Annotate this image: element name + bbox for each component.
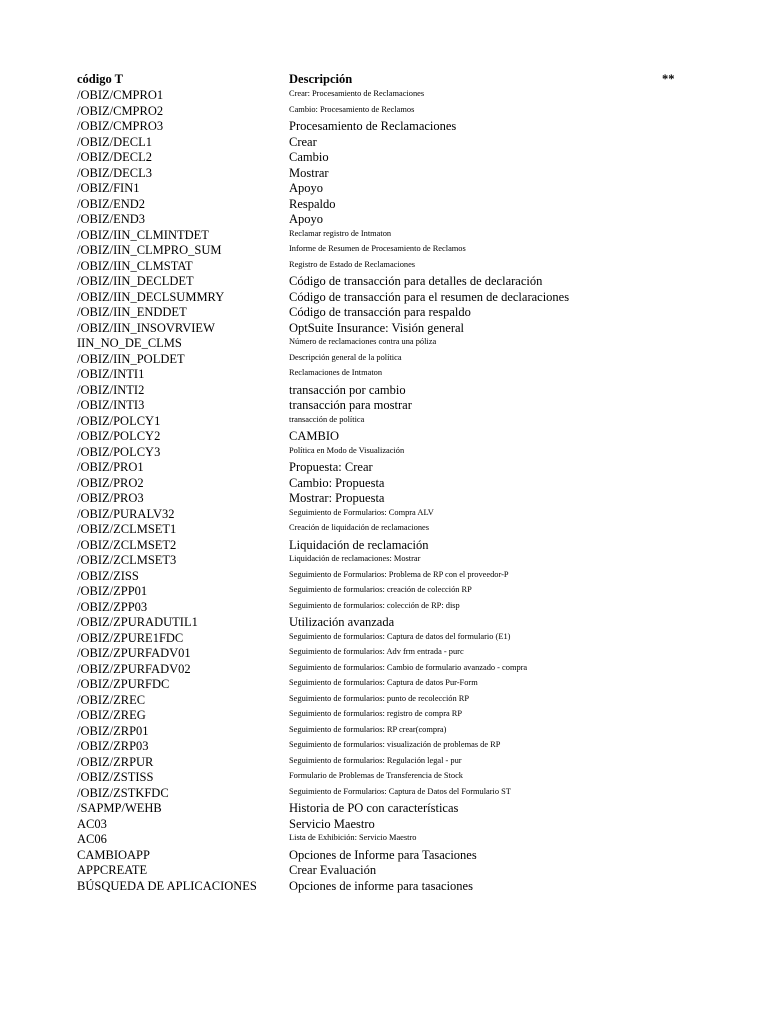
transaction-description: Seguimiento de formularios: RP crear(compra) xyxy=(289,724,447,734)
transaction-code: /OBIZ/ZREG xyxy=(77,708,146,722)
transaction-description: Creación de liquidación de reclamaciones xyxy=(289,523,429,532)
transaction-description: Utilización avanzada xyxy=(289,615,395,629)
table-header xyxy=(77,72,697,88)
table-row xyxy=(77,677,697,693)
table-row xyxy=(77,879,697,895)
transaction-description: Liquidación de reclamaciones: Mostrar xyxy=(289,554,421,563)
table-row xyxy=(77,228,697,244)
transaction-code: /OBIZ/ZSTKFDC xyxy=(77,785,169,800)
transaction-code: CAMBIOAPP xyxy=(77,847,150,862)
transaction-code: /OBIZ/ZPURE1FDC xyxy=(77,630,184,645)
transaction-description: transacción de política xyxy=(289,414,365,424)
table-row xyxy=(77,352,697,368)
transaction-description: Opciones de Informe para Tasaciones xyxy=(289,847,477,862)
transaction-code: /OBIZ/DECL1 xyxy=(77,134,152,149)
table-row xyxy=(77,646,697,662)
transaction-code: /OBIZ/ZRPUR xyxy=(77,754,154,769)
table-row xyxy=(77,507,697,523)
table-row xyxy=(77,181,697,197)
table-row xyxy=(77,88,697,104)
table-row xyxy=(77,135,697,151)
table-row xyxy=(77,476,697,492)
transaction-description: Cambio: Propuesta xyxy=(289,475,385,490)
transaction-code: /OBIZ/ZCLMSET3 xyxy=(77,553,177,567)
table-row xyxy=(77,429,697,445)
transaction-code: /OBIZ/IIN_ENDDET xyxy=(77,305,187,319)
transaction-description: Seguimiento de Formularios: Compra ALV xyxy=(289,507,434,517)
transaction-description: Lista de Exhibición: Servicio Maestro xyxy=(289,833,417,842)
transaction-description: Seguimiento de formularios: Captura de datos Pur-Form xyxy=(289,678,478,687)
transaction-code: /OBIZ/ZPP01 xyxy=(77,584,148,598)
transaction-description: Respaldo xyxy=(289,196,336,211)
table-row xyxy=(77,367,697,383)
transaction-description: Apoyo xyxy=(289,181,324,195)
transaction-description: Cambio: Procesamiento de Reclamos xyxy=(289,104,415,114)
transaction-description: Servicio Maestro xyxy=(289,816,375,831)
table-row xyxy=(77,662,697,678)
transaction-description: Crear Evaluación xyxy=(289,863,377,877)
table-row xyxy=(77,553,697,569)
table-row xyxy=(77,600,697,616)
transaction-description: Número de reclamaciones contra una póliza xyxy=(289,337,437,346)
transaction-description: Seguimiento de formularios: registro de compra RP xyxy=(289,709,463,718)
transaction-description: Seguimiento de formularios: Captura de datos del formulario (E1) xyxy=(289,631,511,641)
table-row xyxy=(77,817,697,833)
table-row xyxy=(77,631,697,647)
transaction-code: /OBIZ/CMPRO2 xyxy=(77,103,164,118)
transaction-description: Seguimiento de formularios: colección de RP: disp xyxy=(289,600,460,610)
table-row xyxy=(77,770,697,786)
transaction-code: /OBIZ/ZSTISS xyxy=(77,770,154,784)
transaction-description: Propuesta: Crear xyxy=(289,460,373,474)
transaction-description: Reclamaciones de Intmaton xyxy=(289,368,383,377)
table-row xyxy=(77,584,697,600)
transaction-code: /OBIZ/ZCLMSET1 xyxy=(77,522,177,536)
transaction-code: /OBIZ/END3 xyxy=(77,212,146,226)
transaction-code: /OBIZ/ZPURFADV02 xyxy=(77,661,191,676)
transaction-code: /OBIZ/IIN_DECLDET xyxy=(77,274,194,288)
transaction-description: Crear xyxy=(289,134,317,149)
table-row xyxy=(77,119,697,135)
table-row xyxy=(77,321,697,337)
table-row xyxy=(77,538,697,554)
transaction-description: Descripción general de la política xyxy=(289,352,402,362)
transaction-code: /OBIZ/ZPURFDC xyxy=(77,677,170,691)
transaction-code: /OBIZ/POLCY3 xyxy=(77,444,161,459)
table-row xyxy=(77,863,697,879)
transaction-description: Informe de Resumen de Procesamiento de Reclamos xyxy=(289,244,466,253)
table-row xyxy=(77,243,697,259)
transaction-code: /OBIZ/ZCLMSET2 xyxy=(77,537,177,552)
transaction-code: IIN_NO_DE_CLMS xyxy=(77,336,182,350)
table-row xyxy=(77,801,697,817)
table-row xyxy=(77,693,697,709)
transaction-description: Seguimiento de formularios: creación de colección RP xyxy=(289,585,472,594)
transaction-code: BÚSQUEDA DE APLICACIONES xyxy=(77,878,257,893)
table-row xyxy=(77,786,697,802)
transaction-description: Código de transacción para el resumen de declaraciones xyxy=(289,289,570,304)
transaction-code: /OBIZ/CMPRO1 xyxy=(77,88,164,102)
table-row xyxy=(77,274,697,290)
transaction-code: /OBIZ/ZPP03 xyxy=(77,599,148,614)
transaction-description: Seguimiento de formularios: punto de recolección RP xyxy=(289,693,470,703)
table-row xyxy=(77,724,697,740)
table-row xyxy=(77,739,697,755)
table-row xyxy=(77,755,697,771)
transaction-code: /OBIZ/IIN_INSOVRVIEW xyxy=(77,320,215,335)
transaction-description: Seguimiento de formularios: visualización de problemas de RP xyxy=(289,740,501,749)
transaction-code: /OBIZ/IIN_CLMPRO_SUM xyxy=(77,243,222,257)
header-code: código T xyxy=(77,72,123,86)
table-row xyxy=(77,491,697,507)
table-row xyxy=(77,522,697,538)
transaction-code: /OBIZ/ZRP01 xyxy=(77,723,149,738)
transaction-code: /OBIZ/DECL3 xyxy=(77,165,152,180)
table-row xyxy=(77,848,697,864)
transaction-code: /OBIZ/ZREC xyxy=(77,692,146,707)
table-row xyxy=(77,832,697,848)
transaction-description: Apoyo xyxy=(289,212,324,226)
table-row xyxy=(77,398,697,414)
table-row xyxy=(77,212,697,228)
transaction-description: Política en Modo de Visualización xyxy=(289,445,405,455)
transaction-description: OptSuite Insurance: Visión general xyxy=(289,320,465,335)
transaction-code: APPCREATE xyxy=(77,863,148,877)
transaction-description: transacción para mostrar xyxy=(289,398,412,412)
transaction-description: Opciones de informe para tasaciones xyxy=(289,878,473,893)
transaction-description: Mostrar xyxy=(289,165,329,180)
transaction-description: Código de transacción para respaldo xyxy=(289,305,471,319)
transaction-code: AC03 xyxy=(77,816,107,831)
transaction-code: /OBIZ/FIN1 xyxy=(77,181,140,195)
table-row xyxy=(77,569,697,585)
table-row xyxy=(77,150,697,166)
transaction-code: /OBIZ/ZPURADUTIL1 xyxy=(77,615,198,629)
table-row xyxy=(77,104,697,120)
header-description: Descripción xyxy=(289,72,353,86)
table-row xyxy=(77,290,697,306)
table-row xyxy=(77,305,697,321)
transaction-code: /OBIZ/INTI3 xyxy=(77,398,145,412)
table-row xyxy=(77,166,697,182)
transaction-code: /OBIZ/IIN_CLMSTAT xyxy=(77,258,193,273)
transaction-code: /OBIZ/CMPRO3 xyxy=(77,119,164,133)
transaction-code: /OBIZ/POLCY1 xyxy=(77,413,161,428)
transaction-code: /OBIZ/DECL2 xyxy=(77,150,152,164)
transaction-description: Seguimiento de Formularios: Captura de Datos del Formulario ST xyxy=(289,786,511,796)
transaction-code: /OBIZ/POLCY2 xyxy=(77,429,161,443)
transaction-code: /SAPMP/WEHB xyxy=(77,801,162,815)
transaction-description: Seguimiento de formularios: Cambio de formulario avanzado - compra xyxy=(289,662,528,672)
transaction-description: Seguimiento de formularios: Adv frm entrada - purc xyxy=(289,647,464,656)
transaction-description: Código de transacción para detalles de declaración xyxy=(289,274,543,288)
header-stars: ** xyxy=(662,72,675,86)
transaction-description: Registro de Estado de Reclamaciones xyxy=(289,259,416,269)
transaction-description: Formulario de Problemas de Transferencia de Stock xyxy=(289,771,463,780)
transaction-code: /OBIZ/ZRP03 xyxy=(77,739,149,753)
transaction-code: /OBIZ/PURALV32 xyxy=(77,506,175,521)
table-row xyxy=(77,615,697,631)
transaction-code: /OBIZ/ZISS xyxy=(77,568,139,583)
transaction-description: Crear: Procesamiento de Reclamaciones xyxy=(289,89,425,98)
transaction-description: transacción por cambio xyxy=(289,382,406,397)
table-row xyxy=(77,197,697,213)
transaction-table xyxy=(77,88,697,894)
table-row xyxy=(77,414,697,430)
table-row xyxy=(77,336,697,352)
transaction-description: Cambio xyxy=(289,150,329,164)
transaction-code: /OBIZ/IIN_DECLSUMMRY xyxy=(77,289,225,304)
transaction-code: /OBIZ/PRO1 xyxy=(77,460,144,474)
transaction-code: /OBIZ/IIN_CLMINTDET xyxy=(77,227,209,242)
table-row xyxy=(77,383,697,399)
transaction-code: /OBIZ/INTI1 xyxy=(77,367,145,381)
transaction-code: /OBIZ/PRO3 xyxy=(77,491,144,505)
table-row xyxy=(77,445,697,461)
transaction-description: Procesamiento de Reclamaciones xyxy=(289,119,457,133)
transaction-code: /OBIZ/IIN_POLDET xyxy=(77,351,185,366)
transaction-code: /OBIZ/ZPURFADV01 xyxy=(77,646,191,660)
transaction-code: AC06 xyxy=(77,832,107,846)
transaction-description: Liquidación de reclamación xyxy=(289,537,429,552)
transaction-description: Mostrar: Propuesta xyxy=(289,491,385,505)
transaction-code: /OBIZ/INTI2 xyxy=(77,382,145,397)
transaction-description: Seguimiento de Formularios: Problema de RP con el proveedor-P xyxy=(289,569,509,579)
transaction-description: Historia de PO con características xyxy=(289,801,459,815)
transaction-description: Reclamar registro de Intmaton xyxy=(289,228,392,238)
table-row xyxy=(77,708,697,724)
table-row xyxy=(77,460,697,476)
table-row xyxy=(77,259,697,275)
transaction-description: CAMBIO xyxy=(289,429,340,443)
transaction-code: /OBIZ/PRO2 xyxy=(77,475,144,490)
transaction-description: Seguimiento de formularios: Regulación legal - pur xyxy=(289,755,462,765)
transaction-code: /OBIZ/END2 xyxy=(77,196,146,211)
